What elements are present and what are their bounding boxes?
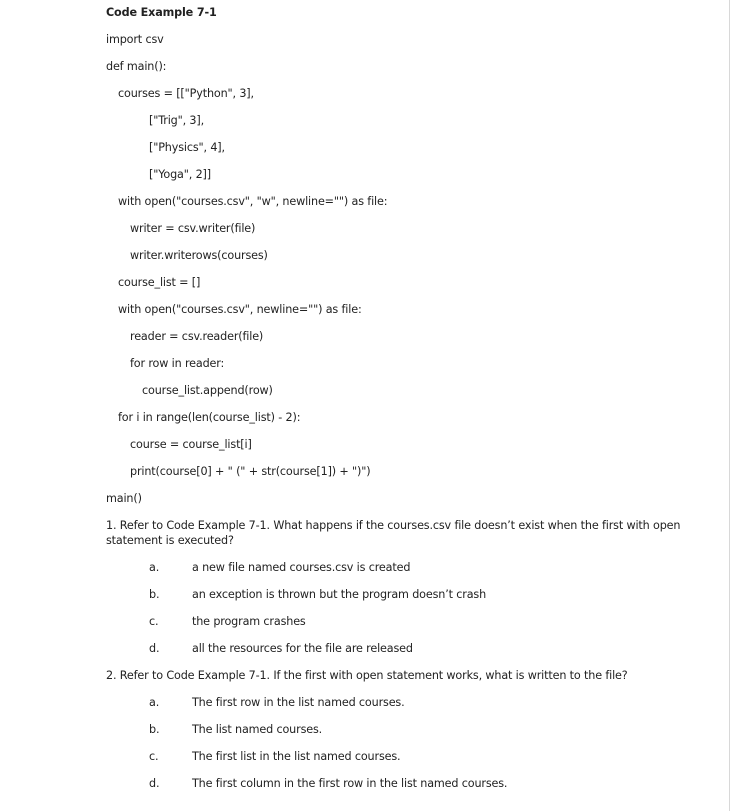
code-line: main() [106, 492, 142, 505]
code-example-title: Code Example 7-1 [106, 6, 217, 19]
code-line: course_list = [] [118, 276, 201, 289]
question-1-option-letter: d. [149, 642, 160, 655]
code-line: for row in reader: [130, 357, 225, 370]
code-line: course_list.append(row) [142, 384, 273, 397]
question-1-option-text: an exception is thrown but the program doesn’t crash [192, 588, 487, 601]
code-line: writer.writerows(courses) [130, 249, 268, 262]
code-line: print(course[0] + " (" + str(course[1]) + ")") [130, 465, 371, 478]
question-1-option-text: all the resources for the file are released [192, 642, 413, 655]
code-line: reader = csv.reader(file) [130, 330, 264, 343]
code-line: def main(): [106, 60, 167, 73]
question-2-option-text: The first row in the list named courses. [192, 696, 405, 709]
code-line: writer = csv.writer(file) [130, 222, 256, 235]
code-line: courses = [["Python", 3], [118, 87, 254, 100]
question-2-option-letter: b. [149, 723, 160, 736]
question-2-option-text: The first list in the list named courses. [192, 750, 401, 763]
question-1-option-letter: c. [149, 615, 159, 628]
code-line: ["Physics", 4], [149, 141, 225, 154]
question-2-option-text: The list named courses. [192, 723, 323, 736]
code-line: with open("courses.csv", "w", newline="") as file: [118, 195, 388, 208]
code-line: course = course_list[i] [130, 438, 252, 451]
code-line: with open("courses.csv", newline="") as file: [118, 303, 362, 316]
question-1-option-letter: a. [149, 561, 160, 574]
question-1-option-text: a new file named courses.csv is created [192, 561, 411, 574]
question-1-option-letter: b. [149, 588, 160, 601]
code-line: for i in range(len(course_list) - 2): [118, 411, 301, 424]
code-line: import csv [106, 33, 164, 46]
question-2-option-text: The first column in the first row in the list named courses. [192, 777, 508, 790]
question-1-option-text: the program crashes [192, 615, 306, 628]
code-line: ["Yoga", 2]] [149, 168, 211, 181]
question-2-option-letter: c. [149, 750, 159, 763]
code-line: ["Trig", 3], [149, 114, 205, 127]
question-2-option-letter: a. [149, 696, 160, 709]
question-1-text: 1. Refer to Code Example 7-1. What happens if the courses.csv file doesn’t exist when the first with open statement is executed? [106, 519, 681, 547]
question-2-option-letter: d. [149, 777, 160, 790]
question-2-text: 2. Refer to Code Example 7-1. If the first with open statement works, what is written to the file? [106, 669, 628, 682]
